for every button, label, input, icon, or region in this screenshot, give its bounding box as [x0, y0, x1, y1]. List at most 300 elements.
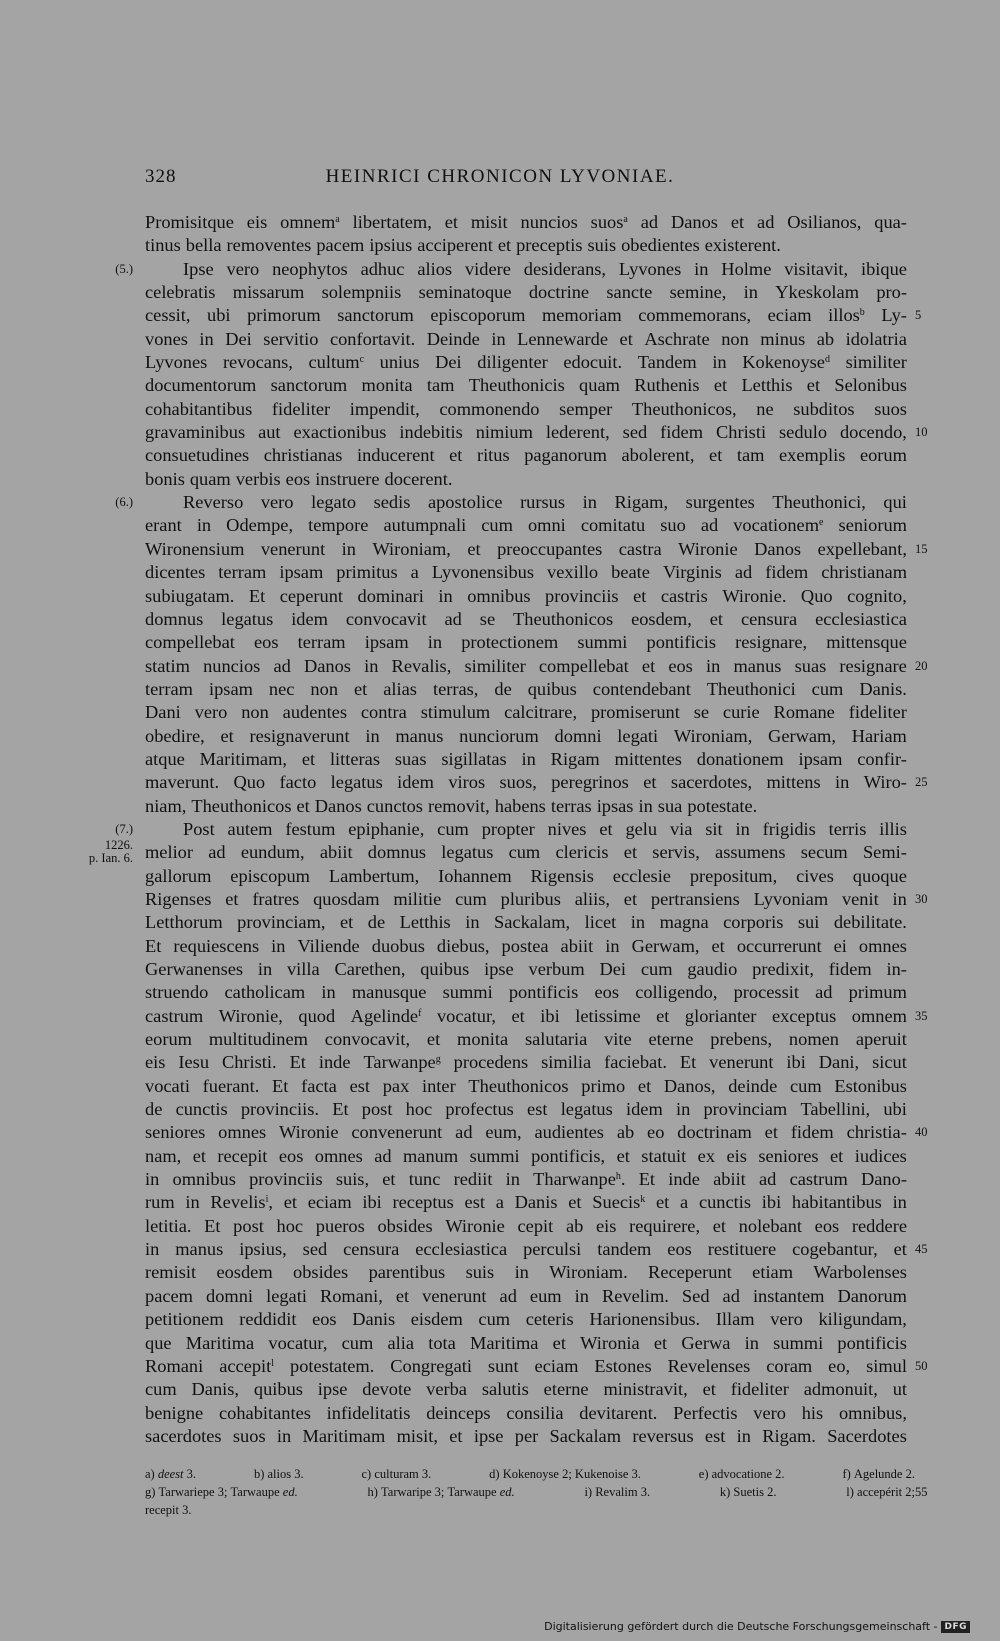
word: Receperunt: [648, 1262, 732, 1283]
word: Suecis$^k$: [592, 1192, 646, 1213]
word: et: [449, 1425, 463, 1446]
word: et: [552, 1332, 566, 1353]
word: cunctis: [698, 1192, 752, 1213]
word: unius: [379, 352, 420, 373]
word: quod: [298, 1005, 336, 1026]
word: colligendo,: [635, 982, 718, 1003]
line-number: 20: [915, 658, 928, 673]
word: secum: [800, 842, 848, 863]
word: Revelenses: [667, 1355, 751, 1376]
word: misit,: [396, 1425, 438, 1446]
text-line: [145, 468, 907, 491]
word: est: [464, 1192, 485, 1213]
word: nec: [268, 678, 295, 699]
word: obsides: [377, 1215, 433, 1236]
word: ab: [616, 1122, 635, 1143]
word: ab: [565, 1215, 584, 1236]
word: resignaverunt: [249, 725, 350, 746]
word: in: [712, 352, 727, 373]
word: bella: [185, 235, 222, 256]
word: que: [145, 1332, 172, 1353]
word: in: [465, 912, 480, 933]
word: statim: [145, 655, 190, 676]
word: Promisitque: [145, 212, 234, 232]
word: ibi: [540, 1005, 560, 1026]
word: glorianter: [684, 1005, 757, 1026]
word: in-: [886, 959, 907, 979]
word: ipsam: [798, 748, 843, 769]
word: Et: [204, 1215, 221, 1236]
word: in: [341, 538, 356, 559]
text-line: [145, 234, 907, 257]
word: ritus: [476, 445, 510, 466]
word: ad: [374, 1145, 392, 1166]
word: subiugatam.: [145, 585, 235, 606]
text-line: [145, 911, 907, 934]
word: Tharwanpe$^h$.: [533, 1169, 626, 1190]
word: Et: [272, 1075, 289, 1096]
word: suos: [874, 398, 907, 419]
word: ecclesiastica: [415, 1239, 508, 1260]
word: Carethen,: [334, 959, 406, 979]
text-line: [145, 1098, 907, 1121]
word: venerunt: [709, 1052, 774, 1073]
word: Danos: [670, 212, 718, 232]
word: nimium: [475, 422, 533, 443]
word: frigidis: [762, 818, 816, 839]
word: ceteris: [525, 1309, 574, 1330]
word: eorum: [859, 445, 907, 466]
word: fidem: [828, 959, 872, 979]
word: censura: [740, 608, 798, 629]
word: christianam: [821, 562, 907, 583]
word: sedulo: [779, 422, 828, 443]
word: tam: [736, 445, 765, 466]
word: calcitrare,: [504, 702, 578, 723]
word: omni: [527, 515, 566, 536]
line-number: 35: [915, 1008, 928, 1023]
word: manus: [175, 1239, 224, 1260]
word: vite: [604, 1029, 632, 1050]
text-line: [145, 608, 907, 631]
word: et: [382, 1169, 396, 1190]
word: in: [892, 1192, 907, 1213]
word: provinciis: [545, 585, 619, 606]
word: Gerwanenses: [145, 959, 244, 979]
word: alios: [417, 258, 453, 279]
word: adhuc: [360, 258, 405, 279]
word: deinceps: [426, 1402, 491, 1423]
word: facto: [279, 772, 317, 793]
word: missarum: [232, 282, 305, 303]
word: in: [743, 282, 758, 303]
word: cum: [640, 959, 673, 979]
word: indebitis: [399, 422, 463, 443]
word: ad: [208, 842, 226, 863]
text-line: [145, 328, 907, 351]
word: ubi: [207, 305, 231, 326]
word: rum: [145, 1192, 175, 1213]
word: suis: [465, 1262, 495, 1283]
word: comitatu: [580, 515, 646, 536]
word: Revalis,: [391, 655, 452, 676]
word: domni: [206, 1285, 254, 1306]
word: Holme: [721, 258, 772, 279]
word: Et: [145, 935, 162, 956]
word: Ruthenis: [634, 375, 700, 396]
word: viros: [448, 772, 486, 793]
text-line: [145, 725, 907, 748]
word: Ipse: [183, 258, 214, 279]
word: Estonibus: [834, 1075, 907, 1096]
word: non: [241, 702, 269, 723]
word: contendebant: [592, 678, 691, 699]
word: Rigam.: [762, 1425, 816, 1446]
word: Revelim.: [601, 1285, 669, 1306]
word: et: [296, 795, 310, 816]
word: Theuthonicos: [513, 608, 614, 629]
word: et: [340, 912, 354, 933]
word: cunctis: [175, 1099, 228, 1120]
word: in: [582, 492, 597, 513]
word: in: [675, 1099, 691, 1120]
word: diebus,: [436, 935, 490, 956]
word: rursus: [520, 492, 566, 513]
word: ubi: [883, 1099, 907, 1120]
word: Rigensis: [530, 865, 594, 886]
word: cum: [145, 1379, 177, 1400]
word: ad: [499, 1285, 517, 1306]
word: mittensque: [826, 632, 907, 653]
line-number: 40: [915, 1125, 928, 1140]
word: similiter: [845, 352, 907, 373]
word: convocavit,: [324, 1029, 411, 1050]
word: ipse: [473, 1425, 504, 1446]
word: et: [806, 375, 821, 396]
word: cohabitantes: [218, 1402, 311, 1423]
word: Dani,: [818, 1052, 860, 1073]
word: eo,: [828, 1355, 851, 1376]
word: eos: [278, 1145, 304, 1166]
word: quam: [189, 468, 231, 489]
word: sui: [797, 912, 820, 933]
word: statuit: [641, 1145, 687, 1166]
word: cognito,: [847, 585, 907, 606]
word: donationem: [696, 748, 784, 769]
word: obsides: [293, 1262, 349, 1283]
word: pax: [382, 1075, 410, 1096]
word: Tarwanpe$^g$: [363, 1052, 441, 1073]
word: et: [702, 1379, 716, 1400]
word: hoc: [405, 1099, 433, 1120]
word: cum: [341, 1332, 374, 1353]
text-line: [145, 1005, 928, 1028]
word: omnes: [218, 1122, 267, 1143]
text-line: [145, 1051, 907, 1074]
word: Wironie: [678, 538, 738, 559]
word: eorum: [145, 1029, 192, 1050]
footnote-item: recepit 3.: [145, 1503, 192, 1517]
word: post: [361, 1099, 393, 1120]
word: fuerant.: [202, 1075, 260, 1096]
word: docerent.: [384, 468, 453, 489]
word: ibi: [786, 1052, 806, 1073]
word: Maritima: [185, 1332, 255, 1353]
word: eterne: [648, 1029, 694, 1050]
word: sedis: [373, 492, 411, 513]
word: summi: [469, 1145, 520, 1166]
word: in: [491, 328, 506, 349]
text-line: [145, 304, 922, 327]
word: simul: [866, 1355, 907, 1376]
word: Et: [332, 1099, 349, 1120]
word: Maritimam: [302, 1425, 386, 1446]
word: prebens,: [710, 1029, 773, 1050]
text-line: [145, 795, 907, 818]
word: primitus: [336, 562, 398, 583]
word: verba: [426, 1379, 467, 1400]
text-line: [145, 1425, 907, 1448]
word: vocatur,: [436, 1005, 496, 1026]
word: restituere: [707, 1239, 777, 1260]
text-line: [145, 1402, 907, 1425]
word: Hariam: [851, 725, 907, 746]
word: Et: [289, 1052, 306, 1073]
word: seniores: [758, 1145, 819, 1166]
word: Lennewarde: [517, 328, 609, 349]
word: mittens: [766, 772, 821, 793]
word: in: [735, 818, 750, 839]
word: benigne: [145, 1402, 204, 1423]
word: provinciam,: [237, 912, 326, 933]
word: domnus: [367, 842, 427, 863]
section-marker: (6.): [115, 495, 133, 510]
word: cohabitantibus: [145, 398, 253, 419]
word: Wiro-: [863, 772, 907, 793]
text-line: [145, 374, 907, 397]
word: ei: [833, 935, 847, 956]
word: removentes: [226, 235, 312, 256]
word: habens: [494, 795, 546, 816]
word: ibi: [761, 1192, 782, 1213]
word: Danis: [514, 1192, 558, 1213]
word: suas: [794, 655, 827, 676]
word: tempore: [308, 515, 369, 536]
word: in: [892, 888, 907, 909]
word: petitionem: [145, 1309, 224, 1330]
text-line: [145, 1075, 907, 1098]
word: semine,: [669, 282, 727, 303]
word: eis: [145, 1052, 166, 1073]
word: in: [438, 585, 453, 606]
word: gaudio: [687, 959, 738, 979]
word: sunt: [487, 1355, 519, 1376]
word: in: [521, 748, 536, 769]
word: in: [630, 912, 646, 933]
word: dicentes: [145, 562, 206, 583]
word: similia: [541, 1052, 592, 1073]
word: et: [893, 1239, 907, 1260]
word: omnibus,: [838, 1402, 907, 1423]
word: terram: [297, 632, 346, 653]
word: magna: [659, 912, 709, 933]
word: documentorum: [145, 375, 257, 396]
word: Et: [679, 1052, 697, 1073]
word: in: [835, 772, 850, 793]
word: episcoporum: [430, 305, 526, 326]
word: sanctorum: [337, 305, 414, 326]
word: hoc: [276, 1215, 304, 1236]
word: vexillo: [547, 562, 599, 583]
word: monita: [457, 1029, 509, 1050]
word: ipsius: [369, 235, 413, 256]
word: pro-: [876, 282, 907, 303]
word: coram: [766, 1355, 813, 1376]
line-number: 10: [915, 425, 928, 440]
word: Et: [638, 1169, 656, 1190]
word: Gerwa: [681, 1332, 731, 1353]
word: in: [276, 1425, 292, 1446]
word: ad: [273, 655, 291, 676]
word: letissime: [575, 1005, 641, 1026]
text-line: [145, 865, 907, 888]
section-marker: (7.): [115, 821, 133, 836]
word: manus: [733, 655, 782, 676]
text-line: [145, 748, 907, 771]
word: terram: [145, 678, 193, 699]
word: manusque: [351, 982, 427, 1003]
word: obedientes: [621, 235, 700, 256]
word: a: [680, 1192, 689, 1213]
word: acciperent: [417, 235, 493, 256]
word: Osilianos,: [787, 212, 862, 232]
word: subditos: [793, 398, 855, 419]
word: atque: [145, 748, 185, 769]
footnote-item: a) deest 3.: [145, 1467, 197, 1481]
word: de: [145, 1099, 163, 1120]
word: nolebant: [738, 1215, 802, 1236]
word: sacerdotes,: [670, 772, 753, 793]
text-line: [145, 1028, 907, 1051]
word: suo: [660, 515, 686, 536]
word: aut: [258, 422, 281, 443]
word: postea: [501, 935, 549, 956]
word: et: [637, 1075, 652, 1096]
word: admonuit,: [803, 1379, 878, 1400]
word: preceptis: [516, 235, 583, 256]
word: Congregati: [390, 1355, 472, 1376]
text-line: [145, 1285, 907, 1308]
word: Danos: [754, 538, 802, 559]
word: et: [449, 445, 463, 466]
word: ad: [444, 608, 462, 629]
text-line: [145, 888, 928, 911]
word: visitavit,: [784, 258, 849, 279]
word: exactionibus: [293, 422, 387, 443]
text-line: [145, 1215, 907, 1238]
footnote-item: i) Revalim 3.: [584, 1485, 651, 1499]
word: abiit: [319, 842, 353, 863]
date-marginal: 1226. p. Ian. 6.: [88, 838, 133, 866]
word: Revelis$^i$,: [210, 1192, 273, 1213]
word: et: [568, 1192, 582, 1213]
word: summi: [773, 1332, 824, 1353]
word: sua: [657, 795, 683, 816]
line-number: 45: [915, 1242, 928, 1257]
word: Wironie.: [722, 585, 787, 606]
text-line: [145, 678, 907, 701]
word: Estones: [594, 1355, 652, 1376]
footnote-item: c) culturam 3.: [361, 1467, 432, 1481]
word: Wironie: [445, 1215, 505, 1236]
word: suas: [394, 748, 427, 769]
word: edocuit.: [563, 352, 623, 373]
word: cum: [789, 1075, 822, 1096]
word: revocans,: [222, 352, 293, 373]
word: militie: [393, 888, 442, 909]
word: Quo: [233, 772, 266, 793]
word: quosdam: [313, 888, 380, 909]
word: cultum$^c$: [308, 352, 365, 373]
word: beate: [611, 562, 650, 583]
word: alias: [383, 678, 417, 699]
word: vero: [194, 702, 228, 723]
word: legatus: [330, 772, 383, 793]
word: summi: [442, 982, 493, 1003]
word: misit: [470, 212, 508, 232]
word: et: [709, 608, 724, 629]
word: et: [511, 1005, 525, 1026]
word: et: [633, 585, 647, 606]
word: nunciorum: [459, 725, 539, 746]
word: requirere,: [629, 1215, 701, 1236]
word: ipsam: [279, 562, 324, 583]
word: omnibus: [467, 585, 531, 606]
word: eciam: [534, 1355, 579, 1376]
text-line: [145, 211, 907, 234]
word: eis: [595, 1215, 617, 1236]
footnote-item: e) advocatione 2.: [698, 1467, 785, 1481]
word: et: [301, 748, 316, 769]
word: in: [321, 982, 336, 1003]
word: vero: [226, 258, 260, 279]
word: compellebat: [145, 632, 235, 653]
word: idem: [397, 772, 434, 793]
word: maverunt.: [145, 772, 220, 793]
word: Danorum: [837, 1285, 907, 1306]
word: eis: [246, 212, 268, 232]
word: et: [616, 1145, 630, 1166]
word: recepit: [217, 1145, 268, 1166]
word: cum: [437, 818, 469, 839]
footnote-item: h) Tarwaripe 3; Tarwaupe ed.: [367, 1485, 515, 1499]
word: cum: [508, 842, 541, 863]
word: sigillatas: [441, 748, 507, 769]
word: Perfectis: [673, 1402, 738, 1423]
word: abiit: [713, 1169, 746, 1190]
line-number: 50: [915, 1358, 928, 1373]
word: cunctos: [366, 795, 423, 816]
word: Lambertum,: [328, 865, 420, 886]
word: paganorum: [524, 445, 607, 466]
word: compellebat: [538, 655, 629, 676]
word: exceptus: [771, 1005, 837, 1026]
word: erant: [145, 515, 182, 536]
footnote-line: [145, 1501, 915, 1519]
chronicle-text: [88, 211, 928, 1448]
word: ex: [697, 1145, 716, 1166]
word: debilitate.: [833, 912, 907, 933]
